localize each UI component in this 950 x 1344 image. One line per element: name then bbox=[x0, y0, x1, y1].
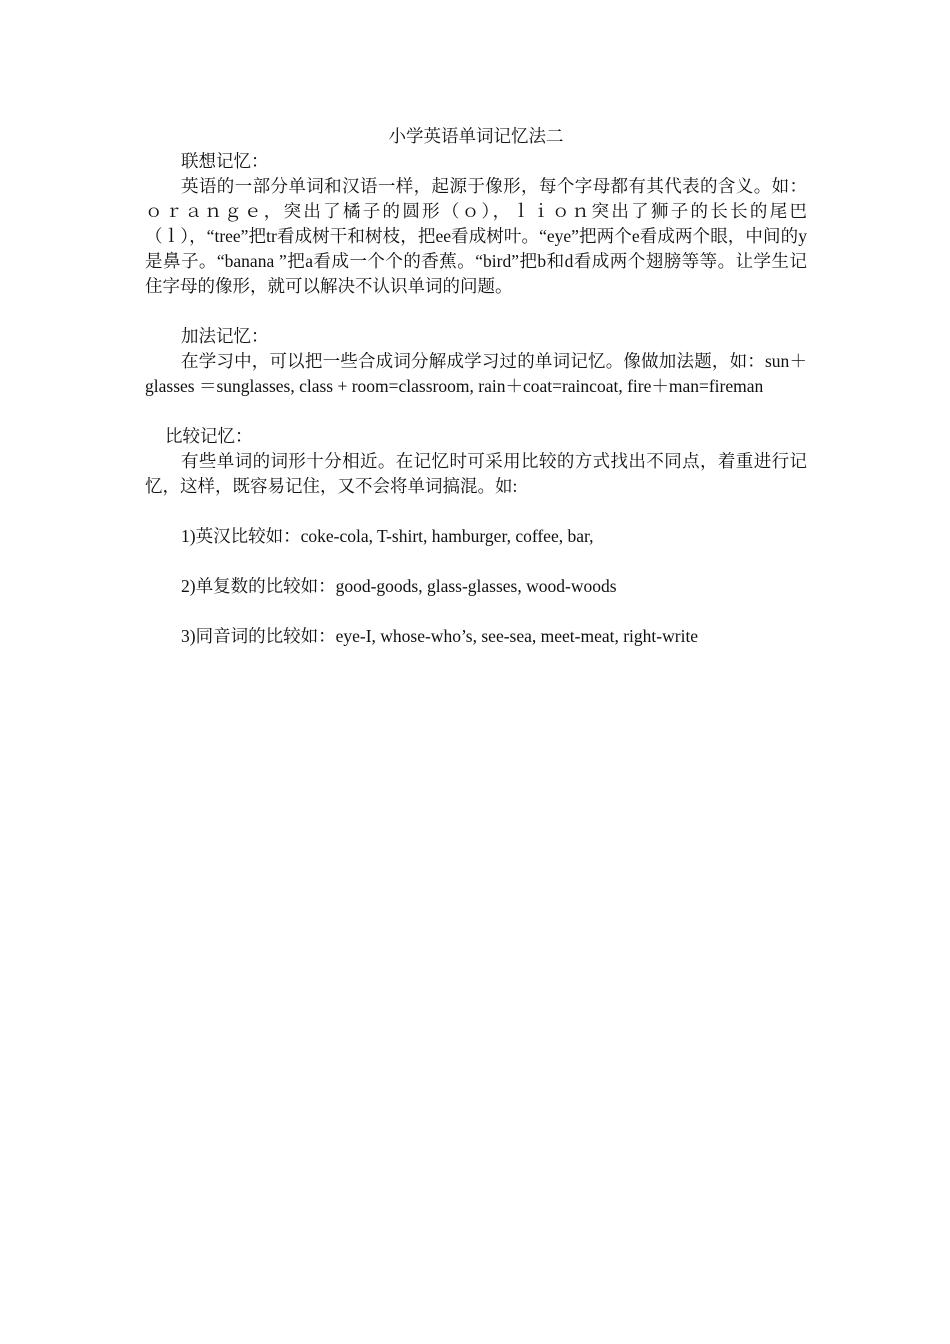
section-heading-comparison: 比较记忆： bbox=[165, 426, 253, 446]
spacer bbox=[145, 599, 807, 624]
section-heading-association: 联想记忆： bbox=[181, 151, 269, 171]
spacer bbox=[145, 399, 807, 424]
spacer bbox=[145, 549, 807, 574]
section-body-comparison: 有些单词的词形十分相近。在记忆时可采用比较的方式找出不同点，着重进行记忆，这样，既容易记住，又不会将单词搞混。如: bbox=[145, 451, 807, 496]
comparison-item-english-chinese: 1)英汉比较如：coke-cola, T-shirt, hamburger, coffee, bar, bbox=[181, 526, 594, 546]
comparison-item-homophones: 3)同音词的比较如：eye-I, whose-who’s, see-sea, meet-meat, right-write bbox=[181, 626, 699, 646]
section-body-association: 英语的一部分单词和汉语一样，起源于像形，每个字母都有其代表的含义。如：ｏｒａｎｇｅ，突出了橘子的圆形（ｏ），ｌｉｏｎ突出了狮子的长长的尾巴（ｌ），“tree”把tr看成树干和树枝，把ee看成树叶。“eye”把两个e看成两个眼，中间的y是鼻子。“banana ”把a看成一个个的香蕉。“bird”把b和d看成两个翅膀等等。让学生记住字母的像形，就可以解决不认识单词的问题。 bbox=[145, 176, 807, 296]
section-heading-addition: 加法记忆： bbox=[181, 326, 269, 346]
document-title: 小学英语单词记忆法二 bbox=[388, 126, 564, 146]
spacer bbox=[145, 499, 807, 524]
document-page bbox=[145, 124, 807, 649]
comparison-item-singular-plural: 2)单复数的比较如：good-goods, glass-glasses, wood-woods bbox=[181, 576, 617, 596]
section-body-addition: 在学习中，可以把一些合成词分解成学习过的单词记忆。像做加法题，如：sun＋glasses ＝sunglasses, class + room=classroom, rain＋coat=raincoat, fire＋man=fireman bbox=[145, 351, 807, 396]
spacer bbox=[145, 299, 807, 324]
